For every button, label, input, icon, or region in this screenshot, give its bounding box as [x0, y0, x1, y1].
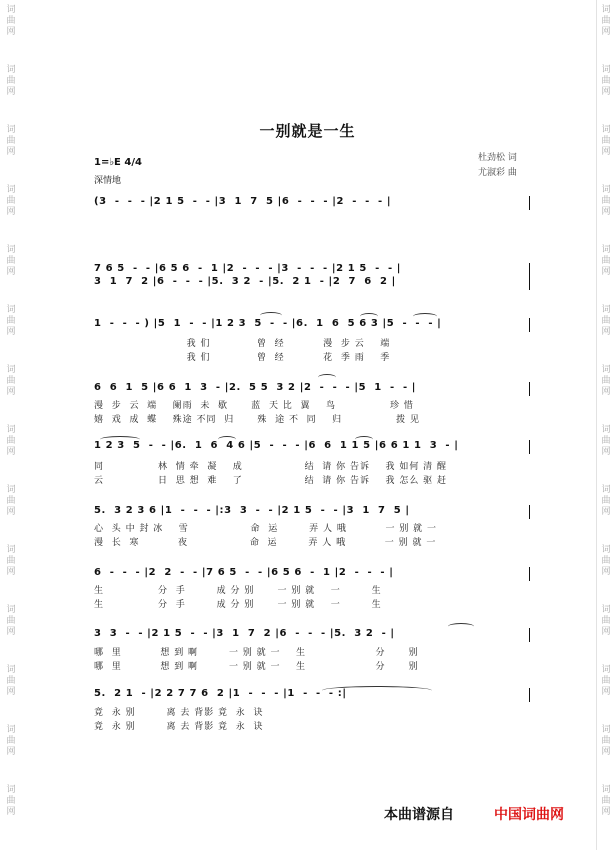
watermark-glyph: 词: [601, 5, 611, 15]
watermark-glyph: 网: [601, 807, 611, 817]
watermark-glyph: 网: [601, 147, 611, 157]
watermark-glyph: 词: [601, 725, 611, 735]
watermark-glyph: 曲: [601, 616, 611, 626]
watermark-glyph: 词: [6, 665, 16, 675]
watermark-glyph: 网: [6, 267, 16, 277]
watermark-glyph: 网: [601, 507, 611, 517]
watermark-glyph: 词: [601, 605, 611, 615]
slur-mark: [355, 436, 373, 443]
watermark-glyph: 网: [601, 267, 611, 277]
watermark-glyph: 网: [601, 747, 611, 757]
watermark-glyph: 词: [601, 485, 611, 495]
slur-mark: [100, 436, 140, 443]
watermark-glyph: 网: [601, 207, 611, 217]
score-system-notes: 3 1 7 2 |6 - - - |5. 3 2 - |5. 2 1 - |2 7 6 2 |: [94, 276, 528, 290]
slur-mark: [448, 623, 474, 630]
slur-mark: [360, 313, 378, 320]
score-system-notes: 1 2 3 5 - - |6. 1 6 4 6 |5 - - - |6 6 1 1 5 |6 6 1 1 3 - |: [94, 440, 528, 454]
watermark-glyph: 词: [6, 725, 16, 735]
watermark-glyph: 网: [6, 687, 16, 697]
watermark-glyph: 词: [601, 185, 611, 195]
lyric-line: 生 分 手 成 分 别 一 别 就 一 生: [94, 586, 382, 596]
watermark-glyph: 网: [6, 507, 16, 517]
watermark-glyph: 词: [6, 485, 16, 495]
watermark-glyph: 曲: [601, 436, 611, 446]
watermark-glyph: 曲: [6, 736, 16, 746]
watermark-glyph: 词: [601, 545, 611, 555]
watermark-glyph: 网: [601, 27, 611, 37]
watermark-glyph: 曲: [601, 796, 611, 806]
watermark-glyph: 词: [601, 305, 611, 315]
score-system-notes: 7 6 5 - - |6 5 6 - 1 |2 - - - |3 - - - |2 1 5 - - |: [94, 263, 528, 277]
watermark-glyph: 词: [601, 245, 611, 255]
score-system-notes: 6 - - - |2 2 - - |7 6 5 - - |6 5 6 - 1 |2 - - - |: [94, 567, 528, 581]
lyric-line: 哪 里 想 到 啊 一 别 就 一 生 分 别: [94, 662, 419, 672]
watermark-glyph: 曲: [6, 256, 16, 266]
lyric-line: 同 林 情 牵 凝 成 结 请 你 告诉 我 如何 清 醒: [94, 462, 448, 472]
watermark-glyph: 曲: [601, 376, 611, 386]
watermark-glyph: 曲: [6, 316, 16, 326]
slur-mark: [413, 313, 437, 320]
slur-mark: [318, 374, 336, 381]
watermark-glyph: 网: [6, 207, 16, 217]
watermark-glyph: 曲: [6, 436, 16, 446]
watermark-glyph: 网: [601, 87, 611, 97]
watermark-glyph: 网: [6, 447, 16, 457]
lyric-line: 嬉 戏 成 蝶 殊途 不同 归 殊 途 不 同 归 拨 见: [94, 415, 421, 425]
watermark-glyph: 曲: [6, 556, 16, 566]
watermark-glyph: 曲: [6, 196, 16, 206]
watermark-glyph: 曲: [601, 16, 611, 26]
watermark-glyph: 网: [601, 447, 611, 457]
source-label: 本曲谱源自: [384, 807, 454, 823]
watermark-glyph: 曲: [6, 496, 16, 506]
watermark-glyph: 词: [6, 305, 16, 315]
watermark-glyph: 网: [6, 27, 16, 37]
watermark-glyph: 词: [6, 65, 16, 75]
watermark-glyph: 词: [6, 365, 16, 375]
lyric-line: 竟 永 别 离 去 背影 竟 永 诀: [94, 722, 264, 732]
slur-mark: [260, 312, 282, 319]
watermark-glyph: 词: [6, 425, 16, 435]
watermark-glyph: 词: [6, 125, 16, 135]
watermark-glyph: 曲: [601, 676, 611, 686]
watermark-glyph: 网: [601, 627, 611, 637]
watermark-glyph: 网: [6, 87, 16, 97]
final-tie: [322, 686, 432, 695]
lyric-line: 漫 长 寒 夜 命 运 弄 人 哦 一 别 就 一: [94, 538, 437, 548]
composer-credit: 尤淑彩 曲: [478, 168, 517, 178]
lyric-line: 竟 永 别 离 去 背影 竟 永 诀: [94, 708, 264, 718]
watermark-glyph: 网: [601, 327, 611, 337]
song-title: 一别就是一生: [259, 122, 356, 140]
watermark-glyph: 曲: [601, 136, 611, 146]
lyric-line: 我 们 曾 经 漫 步 云 端: [94, 339, 391, 349]
watermark-glyph: 词: [6, 185, 16, 195]
watermark-glyph: 曲: [6, 616, 16, 626]
slur-mark: [218, 436, 236, 443]
watermark-glyph: 曲: [601, 316, 611, 326]
watermark-glyph: 曲: [601, 76, 611, 86]
watermark-glyph: 曲: [601, 256, 611, 266]
score-system-notes: 5. 2 1 - |2 2 7 7 6 2 |1 - - - |1 - - - :|: [94, 688, 528, 702]
score-system-notes: 3 3 - - |2 1 5 - - |3 1 7 2 |6 - - - |5. 3 2 - |: [94, 628, 528, 642]
watermark-glyph: 词: [6, 605, 16, 615]
watermark-glyph: 词: [601, 665, 611, 675]
watermark-glyph: 曲: [6, 376, 16, 386]
lyric-line: 我 们 曾 经 花 季 雨 季: [94, 353, 391, 363]
watermark-glyph: 网: [6, 807, 16, 817]
watermark-glyph: 网: [6, 627, 16, 637]
watermark-glyph: 曲: [601, 496, 611, 506]
score-system-notes: 6 6 1 5 |6 6 1 3 - |2. 5 5 3 2 |2 - - - |5 1 - - |: [94, 382, 528, 396]
watermark-glyph: 网: [601, 387, 611, 397]
lyric-line: 云 日 思 想 难 了 结 请 你 告诉 我 怎么 驱 赶: [94, 476, 448, 486]
watermark-glyph: 词: [6, 245, 16, 255]
score-system-notes: 1 - - - ) |5 1 - - |1 2 3 5 - - |6. 1 6 5 6 3 |5 - - - |: [94, 318, 528, 332]
lyricist-credit: 杜劲松 词: [478, 153, 517, 163]
time-signature: 4/4: [124, 157, 142, 168]
watermark-glyph: 词: [601, 65, 611, 75]
watermark-glyph: 曲: [6, 76, 16, 86]
watermark-glyph: 曲: [601, 196, 611, 206]
watermark-glyph: 词: [601, 365, 611, 375]
watermark-glyph: 曲: [6, 676, 16, 686]
watermark-glyph: 词: [6, 5, 16, 15]
watermark-glyph: 网: [6, 747, 16, 757]
watermark-glyph: 网: [601, 687, 611, 697]
watermark-glyph: 曲: [601, 556, 611, 566]
lyric-line: 漫 步 云 端 阑雨 未 歇 蓝 天 比 翼 鸟 珍 惜: [94, 401, 414, 411]
watermark-glyph: 网: [6, 327, 16, 337]
site-name: 中国词曲网: [494, 807, 564, 823]
score-system-notes: 5. 3 2 3 6 |1 - - - |:3 3 - - |2 1 5 - - |3 1 7 5 |: [94, 505, 528, 519]
watermark-glyph: 词: [6, 545, 16, 555]
watermark-glyph: 词: [601, 125, 611, 135]
lyric-line: 心 头 中 封 冰 雪 命 运 弄 人 哦 一 别 就 一: [94, 524, 438, 534]
score-system-notes: (3 - - - |2 1 5 - - |3 1 7 5 |6 - - - |2 - - - |: [94, 196, 528, 210]
lyric-line: 哪 里 想 到 啊 一 别 就 一 生 分 别: [94, 648, 419, 658]
key-label: 1=♭E: [94, 157, 121, 168]
watermark-glyph: 词: [601, 785, 611, 795]
watermark-glyph: 网: [6, 567, 16, 577]
lyric-line: 生 分 手 成 分 别 一 别 就 一 生: [94, 600, 382, 610]
watermark-glyph: 词: [6, 785, 16, 795]
watermark-glyph: 词: [601, 425, 611, 435]
key-signature: [94, 157, 142, 168]
watermark-glyph: 曲: [601, 736, 611, 746]
watermark-glyph: 曲: [6, 16, 16, 26]
watermark-glyph: 曲: [6, 796, 16, 806]
watermark-glyph: 曲: [6, 136, 16, 146]
watermark-glyph: 网: [6, 147, 16, 157]
watermark-glyph: 网: [601, 567, 611, 577]
tempo-marking: 深情地: [94, 176, 122, 186]
watermark-glyph: 网: [6, 387, 16, 397]
